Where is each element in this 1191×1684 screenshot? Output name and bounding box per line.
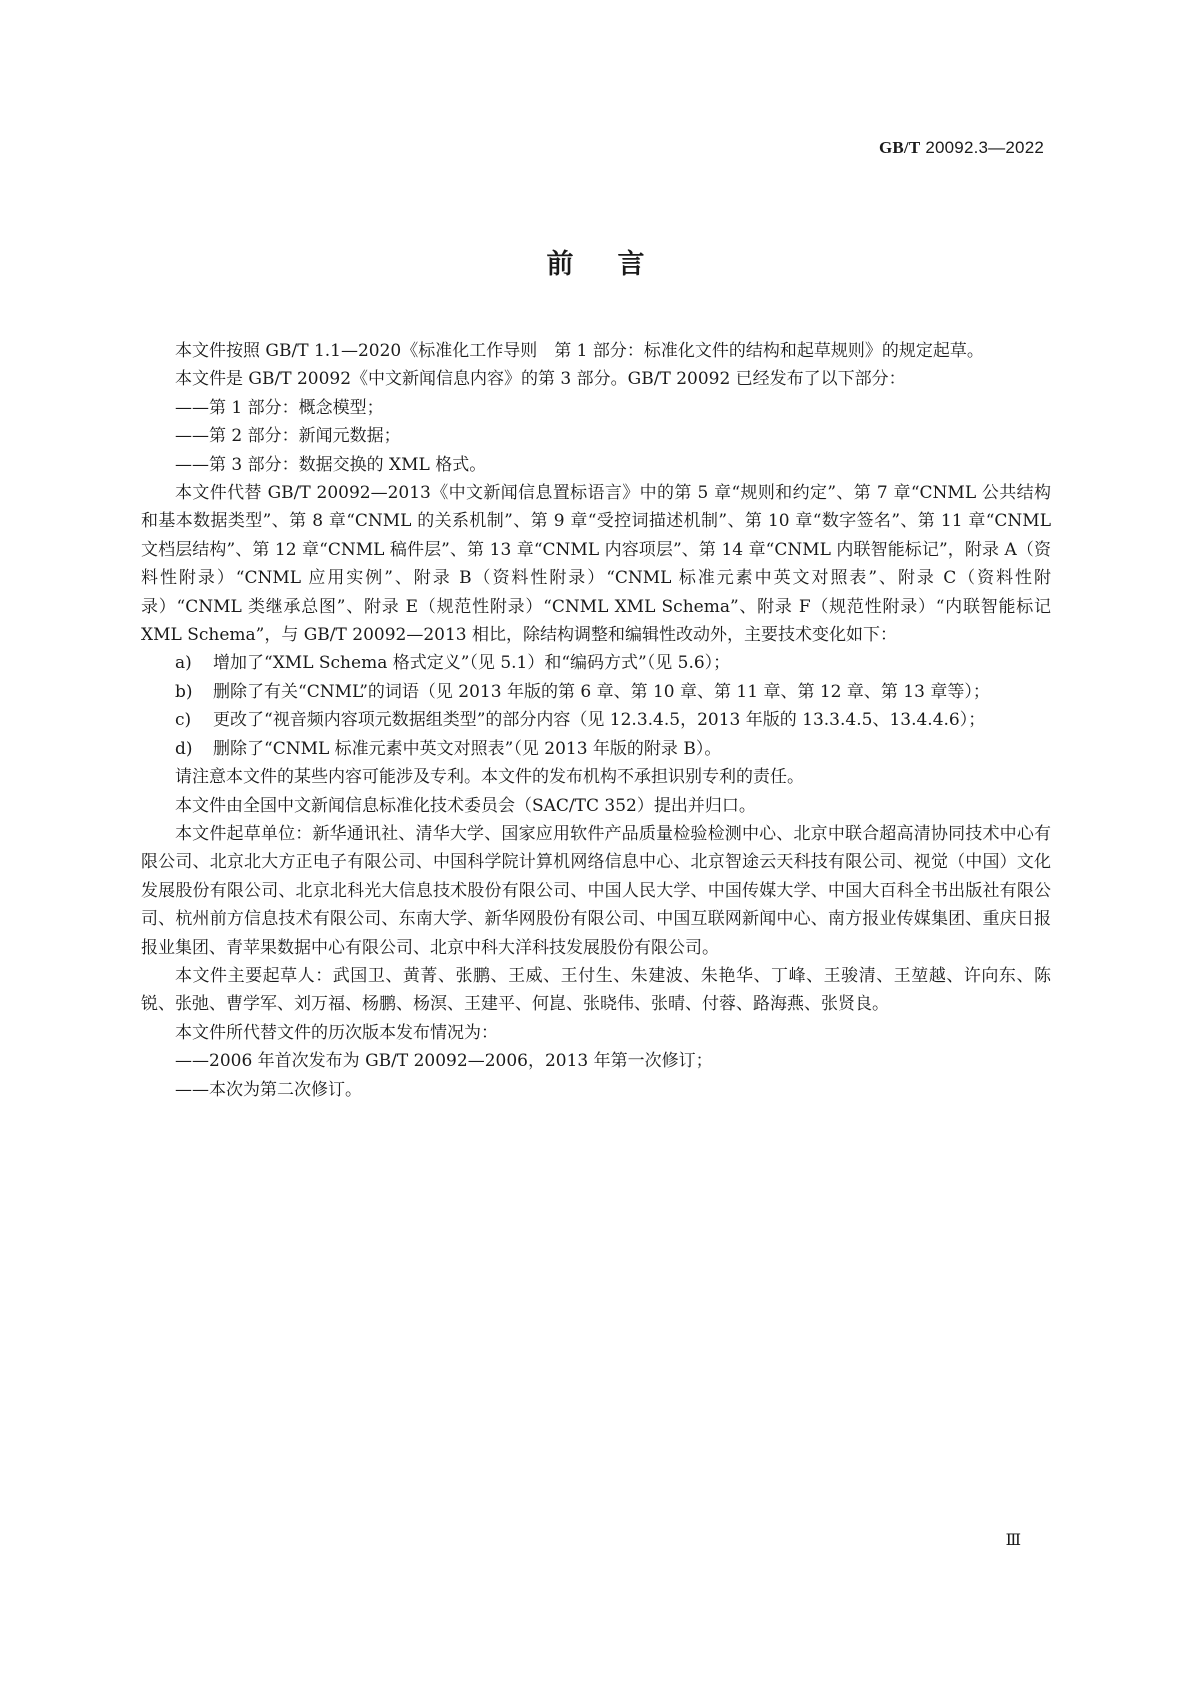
proposer-paragraph: 本文件由全国中文新闻信息标准化技术委员会（SAC/TC 352）提出并归口。: [175, 795, 756, 816]
part-list-item: ——第 1 部分：概念模型；: [175, 397, 384, 418]
history-intro-paragraph: 本文件所代替文件的历次版本发布情况为：: [175, 1022, 498, 1043]
change-list-item: [141, 649, 1051, 677]
change-text: 删除了“CNML 标准元素中英文对照表”（见 2013 年版的附录 B）。: [213, 738, 722, 759]
change-text: 删除了有关“CNML”的词语（见 2013 年版的第 6 章、第 10 章、第 11 章、第 12 章、第 13 章等）；: [213, 681, 990, 702]
standard-code-number: 20092.3—2022: [925, 138, 1044, 157]
list-marker: c): [175, 710, 192, 731]
series-paragraph: 本文件是 GB/T 20092《中文新闻信息内容》的第 3 部分。GB/T 20092 已经发布了以下部分：: [175, 369, 906, 390]
foreword-body: [141, 337, 1051, 1104]
list-marker: d): [175, 738, 193, 759]
replacement-paragraph: 本文件代替 GB/T 20092—2013《中文新闻信息置标语言》中的第 5 章“规则和约定”、第 7 章“CNML 公共结构和基本数据类型”、第 8 章“CNML 的关系机制”、第 9 章“受控词描述机制”、第 10 章“数字签名”、第 11 章“CNML 文档层结构”、第 12 章“CNML 稿件层”、第 13 章“CNML 内容项层”、第 14 章“CNML 内联智能标记”，附录 A（资料性附录）“CNML 应用实例”、附录 B（资料性附录）“CNML 标准元素中英文对照表”、附录 C（资料性附录）“CNML 类继承总图”、附录 E（规范性附录）“CNML XML Schema”、附录 F（规范性附录）“内联智能标记 XML Schema”，与 GB/T 20092—2013 相比，除结构调整和编辑性改动外，主要技术变化如下：: [141, 483, 1051, 646]
history-list-item: ——2006 年首次发布为 GB/T 20092—2006，2013 年第一次修订；: [175, 1051, 713, 1072]
standard-code-prefix: GB/T: [878, 138, 921, 157]
list-marker: b): [175, 681, 193, 702]
part-list-item: ——第 2 部分：新闻元数据；: [175, 426, 401, 447]
list-marker: a): [175, 653, 192, 674]
drafting-organizations-paragraph: 本文件起草单位：新华通讯社、清华大学、国家应用软件产品质量检验检测中心、北京中联合超高清协同技术中心有限公司、北京北大方正电子有限公司、中国科学院计算机网络信息中心、北京智途云天科技有限公司、视觉（中国）文化发展股份有限公司、北京北科光大信息技术股份有限公司、中国人民大学、中国传媒大学、中国大百科全书出版社有限公司、杭州前方信息技术有限公司、东南大学、新华网股份有限公司、中国互联网新闻中心、南方报业传媒集团、重庆日报报业集团、青苹果数据中心有限公司、北京中科大洋科技发展股份有限公司。: [141, 823, 1051, 958]
page-number: Ⅲ: [1005, 1530, 1021, 1549]
patent-notice-paragraph: 请注意本文件的某些内容可能涉及专利。本文件的发布机构不承担识别专利的责任。: [175, 767, 804, 788]
history-list-item: ——本次为第二次修订。: [175, 1079, 362, 1100]
change-list-item: [141, 678, 1051, 706]
change-list-item: [141, 735, 1051, 763]
drafters-paragraph: 本文件主要起草人：武国卫、黄菁、张鹏、王威、王付生、朱建波、朱艳华、丁峰、王骏清、王堃越、许向东、陈锐、张弛、曹学军、刘万福、杨鹏、杨溟、王建平、何崑、张晓伟、张晴、付蓉、路海燕、张贤良。: [141, 965, 1051, 1015]
change-list-item: [141, 706, 1051, 734]
part-list-item: ——第 3 部分：数据交换的 XML 格式。: [175, 454, 487, 475]
standard-code: [879, 138, 1044, 158]
drafting-basis-paragraph: 本文件按照 GB/T 1.1—2020《标准化工作导则 第 1 部分：标准化文件的结构和起草规则》的规定起草。: [175, 341, 984, 361]
change-text: 更改了“视音频内容项元数据组类型”的部分内容（见 12.3.4.5，2013 年版的 13.3.4.5、13.4.4.6）；: [213, 710, 986, 731]
page-title: 前言: [546, 249, 689, 280]
change-text: 增加了“XML Schema 格式定义”（见 5.1）和“编码方式”（见 5.6）；: [213, 653, 731, 674]
